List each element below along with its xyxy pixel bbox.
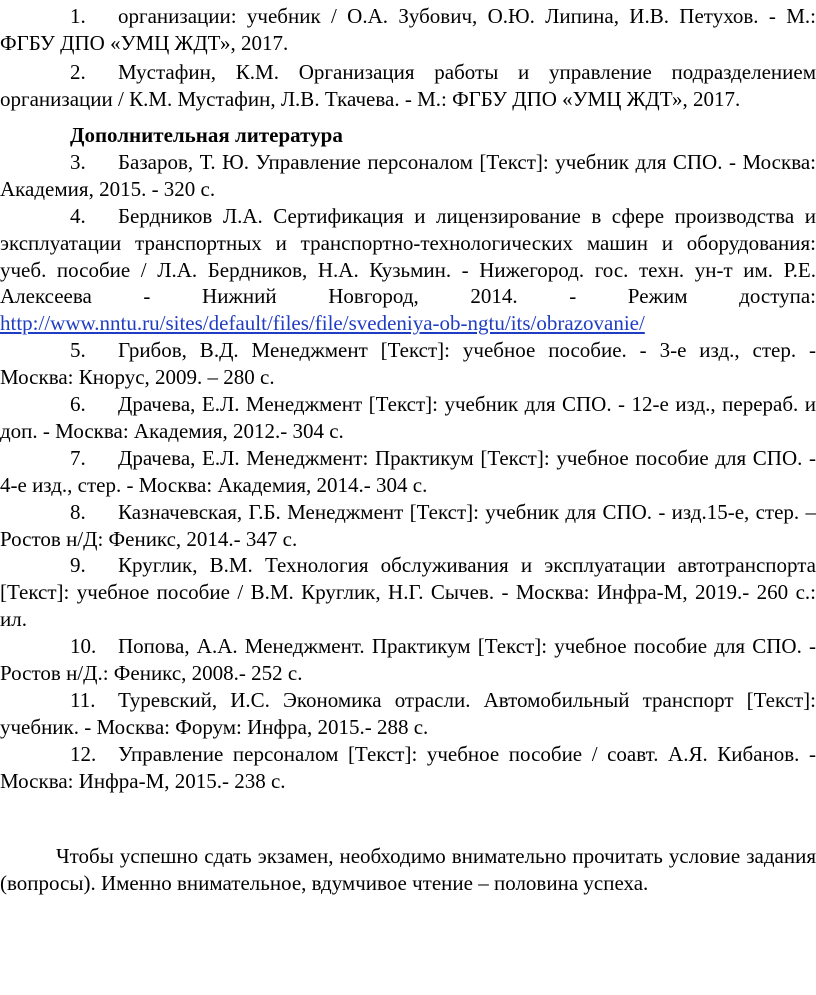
additional-literature-heading: Дополнительная литература [70, 123, 343, 147]
reference-number: 8. [70, 500, 86, 524]
reference-number: 9. [70, 553, 86, 577]
reference-item-6 [0, 391, 816, 445]
reference-number: 6. [70, 392, 86, 416]
reference-item-4 [0, 203, 816, 337]
reference-item-9 [0, 552, 816, 632]
reference-item-1 [0, 3, 816, 57]
reference-number: 11. [70, 688, 96, 712]
reference-text: Мустафин, К.М. Организация работы и управление подразделением организации / К.М. Мустафин, Л.В. Ткачева. - М.: ФГБУ ДПО «УМЦ ЖДТ», 2017. [0, 60, 816, 111]
reference-number: 1. [70, 4, 86, 28]
reference-text: Попова, А.А. Менеджмент. Практикум [Текст]: учебное пособие для СПО. - Ростов н/Д.: Феникс, 2008.- 252 с. [0, 634, 816, 685]
reference-text: Драчева, Е.Л. Менеджмент [Текст]: учебник для СПО. - 12-е изд., перераб. и доп. - Москва: Академия, 2012.- 304 с. [0, 392, 816, 443]
reference-item-11 [0, 687, 816, 741]
reference-item-2 [0, 59, 816, 113]
reference-text: Базаров, Т. Ю. Управление персоналом [Текст]: учебник для СПО. - Москва: Академия, 2015. - 320 с. [0, 150, 816, 201]
reference-number: 12. [70, 742, 97, 766]
reference-link[interactable]: http://www.nntu.ru/sites/default/files/file/svedeniya-ob-ngtu/its/obrazovanie/ [0, 311, 645, 336]
reference-text: Туревский, И.С. Экономика отрасли. Автомобильный транспорт [Текст]: учебник. - Москва: Форум: Инфра, 2015.- 288 с. [0, 688, 816, 739]
reference-text: Грибов, В.Д. Менеджмент [Текст]: учебное пособие. - 3-е изд., стер. - Москва: Кнорус, 2009. – 280 с. [0, 338, 816, 389]
reference-text: организации: учебник / О.А. Зубович, О.Ю. Липина, И.В. Петухов. - М.: ФГБУ ДПО «УМЦ ЖДТ», 2017. [0, 4, 816, 55]
reference-item-12 [0, 741, 816, 795]
reference-number: 5. [70, 338, 86, 362]
reference-item-8 [0, 499, 816, 553]
closing-paragraph: Чтобы успешно сдать экзамен, необходимо внимательно прочитать условие задания (вопросы). Именно внимательное, вдумчивое чтение – половина успеха. [0, 844, 816, 895]
reference-text: Казначевская, Г.Б. Менеджмент [Текст]: учебник для СПО. - изд.15-е, стер. – Ростов н/Д: Феникс, 2014.- 347 с. [0, 500, 816, 551]
reference-text: Управление персоналом [Текст]: учебное пособие / соавт. А.Я. Кибанов. - Москва: Инфра-М, 2015.- 238 с. [0, 742, 816, 793]
reference-item-5 [0, 337, 816, 391]
reference-text: Бердников Л.А. Сертификация и лицензирование в сфере производства и эксплуатации транспортных и транспортно-технологических машин и оборудования: учеб. пособие / Л.А. Бердников, Н.А. Кузьмин. - Нижегород. гос. техн. ун-т им. Р.Е. Алексеева - Нижний Новгород, 2014. - Режим доступа: [0, 204, 816, 309]
reference-number: 2. [70, 60, 86, 84]
reference-number: 3. [70, 150, 86, 174]
reference-number: 4. [70, 204, 86, 228]
reference-number: 10. [70, 634, 97, 658]
reference-number: 7. [70, 446, 86, 470]
reference-item-10 [0, 633, 816, 687]
reference-text: Драчева, Е.Л. Менеджмент: Практикум [Текст]: учебное пособие для СПО. - 4-е изд., стер. - Москва: Академия, 2014.- 304 с. [0, 446, 816, 497]
reference-item-3 [0, 149, 816, 203]
reference-text: Круглик, В.М. Технология обслуживания и эксплуатации автотранспорта [Текст]: учебное пособие / В.М. Круглик, Н.Г. Сычев. - Москва: Инфра-М, 2019.- 260 с.: ил. [0, 553, 816, 631]
reference-item-7 [0, 445, 816, 499]
